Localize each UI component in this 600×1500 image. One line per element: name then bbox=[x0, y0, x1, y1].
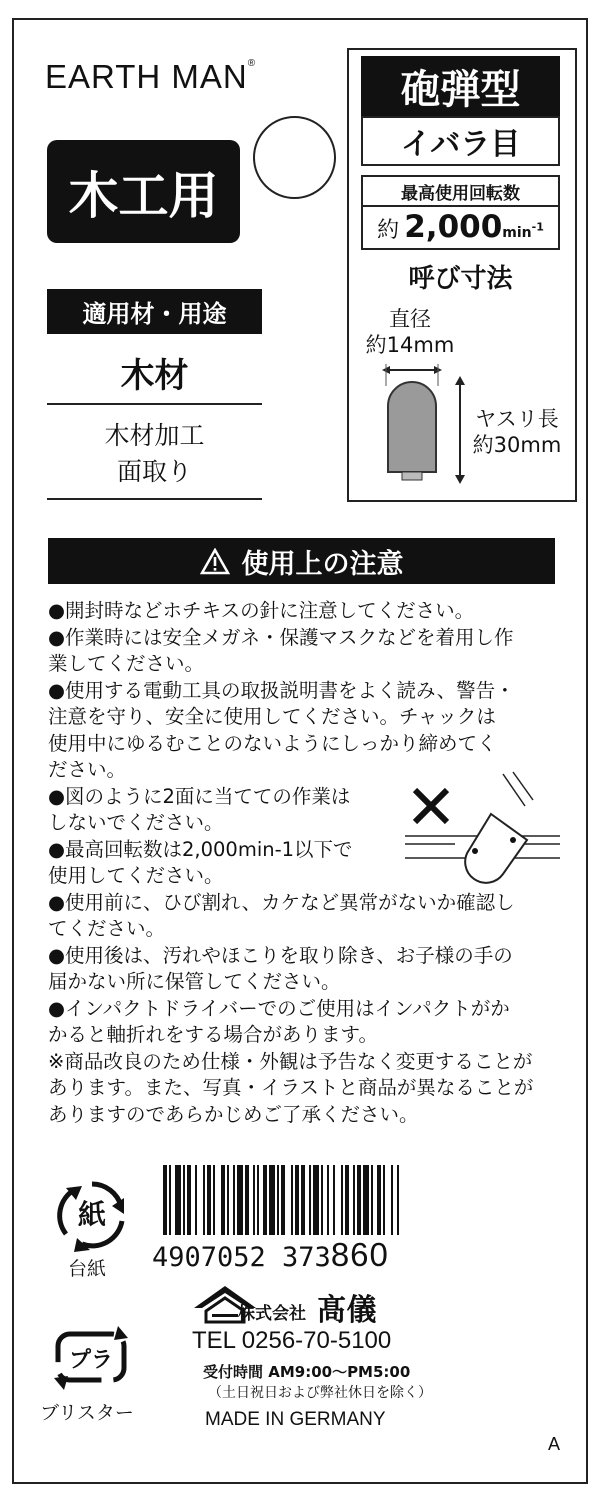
warning-line: ●図のように2面に当てての作業は bbox=[48, 784, 351, 808]
barcode-number bbox=[152, 1236, 482, 1274]
shape-title: 砲弾型 bbox=[361, 56, 560, 116]
cut-type: イバラ目 bbox=[361, 116, 560, 166]
warning-line: ※商品改良のため仕様・外観は予告なく変更することが bbox=[48, 1049, 533, 1073]
barcode-bar bbox=[187, 1165, 191, 1235]
package-code: A bbox=[548, 1434, 561, 1454]
barcode-bar bbox=[277, 1165, 279, 1235]
warning-line: ●作業時には安全メガネ・保護マスクなどを着用し作 bbox=[48, 625, 514, 649]
application-material: 木材 bbox=[120, 356, 189, 396]
barcode-bar bbox=[221, 1165, 225, 1235]
warning-line: しないでください。 bbox=[48, 811, 224, 834]
rpm-unit-exponent: -1 bbox=[531, 220, 544, 234]
warning-line: 使用してください。 bbox=[48, 864, 224, 887]
warning-line: ●使用前に、ひび割れ、カケなど異常がないか確認し bbox=[48, 890, 515, 914]
warning-icon bbox=[200, 548, 230, 575]
barcode-bar bbox=[397, 1165, 399, 1235]
warning-item bbox=[48, 890, 560, 943]
use-item: 木材加工 bbox=[104, 421, 205, 450]
company-hours-note: （土日祝日および弊社休日を除く） bbox=[208, 1385, 432, 1401]
plastic-label: ブリスター bbox=[40, 1402, 134, 1424]
two-surface-illustration bbox=[405, 770, 560, 895]
barcode-bar bbox=[345, 1165, 349, 1235]
length-label bbox=[462, 406, 572, 458]
use-item: 面取り bbox=[116, 457, 192, 486]
warning-item bbox=[48, 837, 415, 890]
barcode-bar bbox=[203, 1165, 205, 1235]
warning-header bbox=[48, 538, 555, 584]
warning-line: てください。 bbox=[48, 917, 166, 940]
warning-item bbox=[48, 678, 560, 784]
warning-line: ださい。 bbox=[48, 758, 127, 781]
barcode-digits-big: 860 bbox=[330, 1236, 389, 1273]
warning-line: ●開封時などホチキスの針に注意してください。 bbox=[48, 599, 475, 622]
rpm-unit: min bbox=[502, 225, 532, 241]
paper-label: 台紙 bbox=[68, 1258, 107, 1280]
barcode-bar bbox=[245, 1165, 249, 1235]
barcode-bar bbox=[291, 1165, 293, 1235]
barcode-bar bbox=[309, 1165, 311, 1235]
barcode-bar bbox=[295, 1165, 299, 1235]
divider-bottom bbox=[47, 498, 262, 500]
barcode-bar bbox=[341, 1165, 343, 1235]
barcode-bar bbox=[313, 1165, 319, 1235]
plastic-mark: プラ bbox=[68, 1348, 114, 1373]
max-rpm-box bbox=[361, 175, 560, 250]
barcode-bar bbox=[383, 1165, 385, 1235]
warning-item bbox=[48, 784, 415, 837]
barcode-digits: 4907052 373 bbox=[152, 1242, 331, 1273]
brand-name: EARTH MAN bbox=[45, 58, 248, 95]
barcode-bar bbox=[195, 1165, 197, 1235]
barcode-bar bbox=[175, 1165, 181, 1235]
barcode-bar bbox=[183, 1165, 185, 1235]
company-tel: TEL 0256-70-5100 bbox=[192, 1327, 392, 1354]
company-prefix: 株式会社 bbox=[238, 1304, 306, 1324]
company-hours: 受付時間 AM9:00〜PM5:00 bbox=[203, 1363, 411, 1381]
warning-line: 業してください。 bbox=[48, 652, 205, 675]
warning-line: 届かない所に保管してください。 bbox=[48, 970, 341, 993]
diameter-label bbox=[345, 306, 475, 358]
warning-line: かると軸折れをする場合があります。 bbox=[48, 1023, 378, 1046]
barcode-bar bbox=[237, 1165, 243, 1235]
barcode-bar bbox=[227, 1165, 229, 1235]
prohibited-x-icon bbox=[415, 790, 447, 822]
brand-logo bbox=[45, 58, 256, 96]
application-header: 適用材・用途 bbox=[47, 289, 262, 334]
barcode-bar bbox=[253, 1165, 255, 1235]
warning-line: あります。また、写真・イラストと商品が異なることが bbox=[48, 1076, 534, 1099]
warning-line: ●インパクトドライバーでのご使用はインパクトがか bbox=[48, 996, 510, 1020]
paper-mark: 紙 bbox=[77, 1198, 107, 1231]
barcode-bar bbox=[263, 1165, 267, 1235]
divider-top bbox=[47, 403, 262, 405]
barcode-bar bbox=[233, 1165, 235, 1235]
barcode-bar bbox=[333, 1165, 335, 1235]
warning-item bbox=[48, 943, 560, 996]
length-value: 約30mm bbox=[472, 433, 562, 457]
size-title: 呼び寸法 bbox=[408, 264, 513, 294]
warning-item bbox=[48, 996, 560, 1049]
diameter-title: 直径 bbox=[389, 307, 431, 331]
max-rpm-label: 最高使用回転数 bbox=[363, 177, 558, 207]
barcode-bar bbox=[207, 1165, 211, 1235]
paper-recycle-icon bbox=[52, 1176, 132, 1254]
length-title: ヤスリ長 bbox=[475, 407, 559, 431]
warning-line: ●最高回転数は2,000min-1以下で bbox=[48, 837, 353, 861]
warning-item bbox=[48, 598, 560, 625]
warning-line: ●使用後は、汚れやほこりを取り除き、お子様の手の bbox=[48, 943, 513, 967]
warning-line: 注意を守り、安全に使用してください。チャックは bbox=[48, 705, 496, 728]
barcode-bar bbox=[377, 1165, 381, 1235]
barcode-bar bbox=[163, 1165, 167, 1235]
barcode-bar bbox=[327, 1165, 329, 1235]
barcode-bar bbox=[281, 1165, 285, 1235]
barcode-bar bbox=[391, 1165, 393, 1235]
barcode-bar bbox=[363, 1165, 369, 1235]
barcode-bars bbox=[163, 1165, 463, 1235]
warning-title: 使用上の注意 bbox=[241, 548, 404, 580]
approx-mark: 約 bbox=[377, 218, 400, 243]
barcode-bar bbox=[169, 1165, 171, 1235]
barcode-bar bbox=[257, 1165, 259, 1235]
warning-line: ●使用する電動工具の取扱説明書をよく読み、警告・ bbox=[48, 678, 515, 702]
barcode-bar bbox=[353, 1165, 355, 1235]
warning-line: ありますのであらかじめご了承ください。 bbox=[48, 1102, 419, 1126]
application-uses bbox=[47, 418, 262, 490]
company-name bbox=[238, 1285, 376, 1329]
warning-item bbox=[48, 625, 560, 678]
origin-label: MADE IN GERMANY bbox=[205, 1409, 386, 1430]
max-rpm-value bbox=[363, 209, 558, 245]
barcode-bar bbox=[371, 1165, 373, 1235]
barcode-bar bbox=[269, 1165, 275, 1235]
barcode-bar bbox=[301, 1165, 305, 1235]
registered-mark: ® bbox=[247, 58, 257, 69]
category-badge: 木工用 bbox=[47, 140, 240, 243]
rpm-number: 2,000 bbox=[404, 209, 503, 245]
plastic-recycle-icon bbox=[50, 1322, 132, 1394]
product-window bbox=[253, 116, 336, 199]
barcode-bar bbox=[213, 1165, 215, 1235]
company-main: 髙儀 bbox=[316, 1293, 377, 1328]
diameter-value: 約14mm bbox=[365, 333, 455, 357]
barcode-bar bbox=[321, 1165, 323, 1235]
barcode-bar bbox=[357, 1165, 361, 1235]
warning-note bbox=[48, 1049, 560, 1129]
warning-line: 使用中にゆるむことのないようにしっかり締めてく bbox=[48, 731, 497, 755]
